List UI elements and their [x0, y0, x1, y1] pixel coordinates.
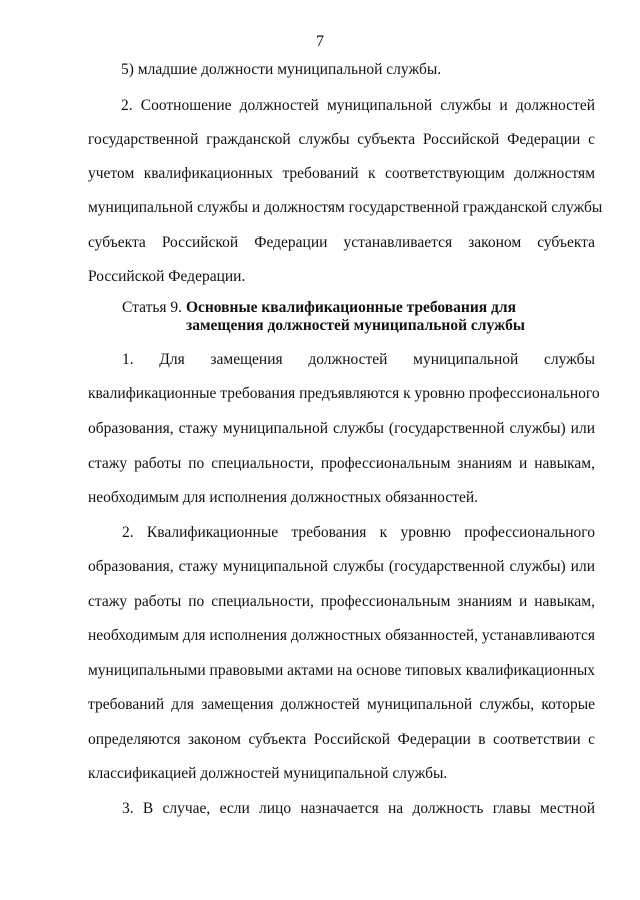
paragraph-line: образования, стажу муниципальной службы (государственной службы) или	[88, 420, 595, 437]
paragraph-line: субъекта Российской Федерации устанавливается законом субъекта	[88, 234, 595, 251]
paragraph-line: необходимым для исполнения должностных обязанностей, устанавливаются	[88, 627, 596, 644]
paragraph-line: муниципальными правовыми актами на основе типовых квалификационных	[88, 662, 596, 679]
paragraph-line: 3. В случае, если лицо назначается на должность главы местной	[122, 800, 595, 817]
paragraph-line: определяются законом субъекта Российской Федерации в соответствии с	[88, 731, 595, 748]
paragraph-line: муниципальной службы и должностям государственной гражданской службы	[88, 199, 603, 216]
paragraph-line: стажу работы по специальности, профессиональным знаниям и навыкам,	[88, 455, 595, 472]
article-title-line: Основные квалификационные требования для	[185, 299, 516, 316]
paragraph-line: Российской Федерации.	[88, 268, 246, 285]
paragraph-line: квалификационные требования предъявляются к уровню профессионального	[88, 385, 600, 402]
paragraph-line: учетом квалификационных требований к соответствующим должностям	[88, 165, 595, 182]
paragraph-line: 2. Соотношение должностей муниципальной службы и должностей	[121, 97, 595, 114]
paragraph-line: 2. Квалификационные требования к уровню профессионального	[122, 524, 595, 541]
list-item: 5) младшие должности муниципальной службы.	[121, 61, 442, 78]
paragraph-line: государственной гражданской службы субъекта Российской Федерации с	[88, 131, 595, 148]
paragraph-line: необходимым для исполнения должностных обязанностей.	[88, 489, 479, 506]
page-number: 7	[316, 33, 324, 50]
paragraph-line: 1. Для замещения должностей муниципальной службы	[122, 351, 595, 368]
paragraph-line: требований для замещения должностей муниципальной службы, которые	[88, 696, 595, 713]
article-number: Статья 9.	[122, 299, 183, 316]
article-title-line: замещения должностей муниципальной службы	[186, 317, 525, 334]
article-heading	[122, 299, 595, 335]
paragraph-line: классификацией должностей муниципальной службы.	[88, 765, 448, 782]
paragraph-line: стажу работы по специальности, профессиональным знаниям и навыкам,	[88, 593, 595, 610]
paragraph-line: образования, стажу муниципальной службы (государственной службы) или	[88, 558, 595, 575]
